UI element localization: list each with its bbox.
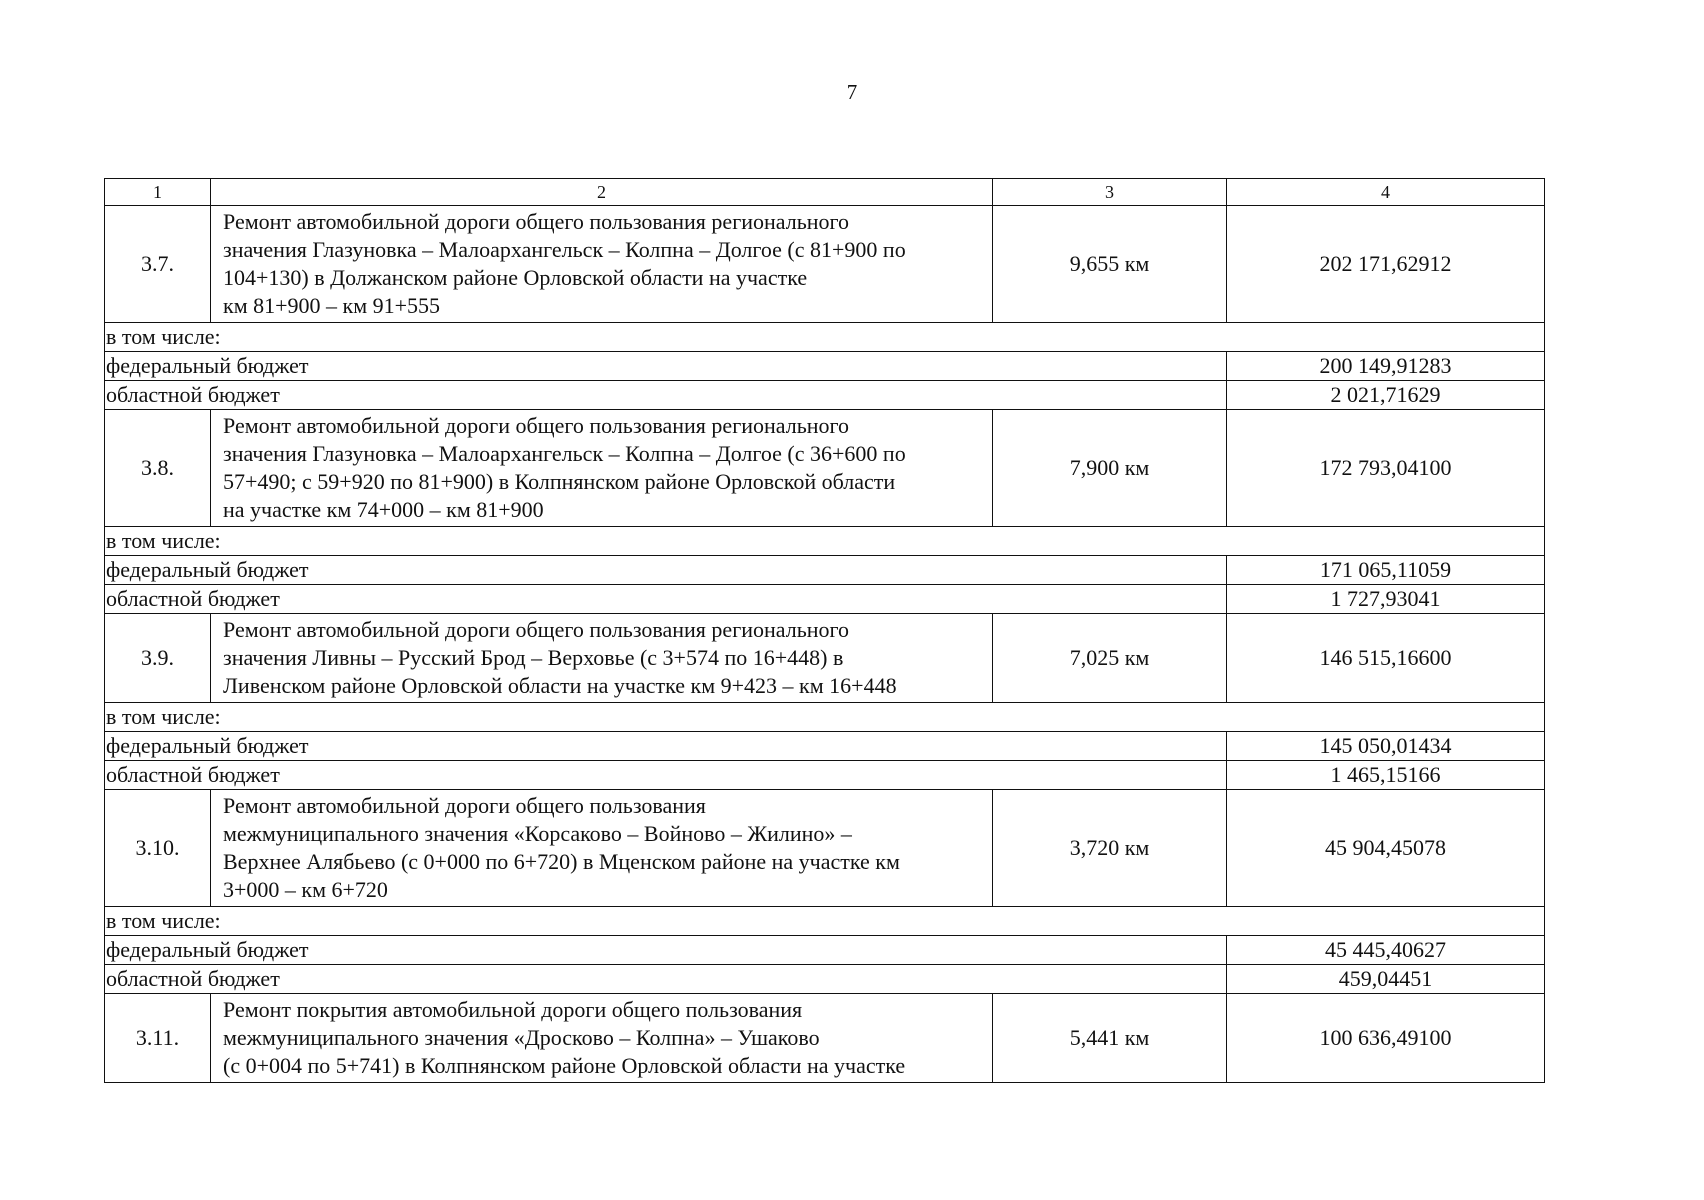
description-line: км 81+900 – км 91+555 — [223, 293, 441, 318]
including-row — [105, 703, 1545, 732]
federal-budget-row — [105, 352, 1545, 381]
regional-budget-amount: 2 021,71629 — [1227, 381, 1545, 410]
description-line: (с 0+004 по 5+741) в Колпнянском районе Орловской области на участке — [223, 1053, 906, 1078]
including-row — [105, 323, 1545, 352]
federal-budget-amount: 45 445,40627 — [1227, 936, 1545, 965]
federal-budget-row — [105, 556, 1545, 585]
federal-budget-label: федеральный бюджет — [105, 556, 1227, 585]
description-line: Ремонт автомобильной дороги общего пользования регионального — [223, 209, 849, 234]
item-description — [211, 994, 993, 1083]
item-number: 3.11. — [105, 994, 211, 1083]
federal-budget-amount: 171 065,11059 — [1227, 556, 1545, 585]
item-length: 9,655 км — [993, 206, 1227, 323]
regional-budget-row — [105, 965, 1545, 994]
description-line: Ремонт автомобильной дороги общего пользования регионального — [223, 413, 849, 438]
including-label: в том числе: — [105, 323, 1545, 352]
federal-budget-amount: 200 149,91283 — [1227, 352, 1545, 381]
item-number: 3.10. — [105, 790, 211, 907]
item-amount: 45 904,45078 — [1227, 790, 1545, 907]
including-row — [105, 907, 1545, 936]
item-amount: 172 793,04100 — [1227, 410, 1545, 527]
federal-budget-label: федеральный бюджет — [105, 732, 1227, 761]
table-row — [105, 994, 1545, 1083]
federal-budget-label: федеральный бюджет — [105, 352, 1227, 381]
including-row — [105, 527, 1545, 556]
regional-budget-amount: 1 727,93041 — [1227, 585, 1545, 614]
item-amount: 100 636,49100 — [1227, 994, 1545, 1083]
regional-budget-row — [105, 381, 1545, 410]
table-row — [105, 410, 1545, 527]
description-line: Ремонт автомобильной дороги общего пользования — [223, 793, 706, 818]
item-amount: 202 171,62912 — [1227, 206, 1545, 323]
federal-budget-row — [105, 936, 1545, 965]
item-length: 5,441 км — [993, 994, 1227, 1083]
description-line: межмуниципального значения «Дросково – Колпна» – Ушаково — [223, 1025, 820, 1050]
item-description — [211, 410, 993, 527]
item-description — [211, 206, 993, 323]
description-line: на участке км 74+000 – км 81+900 — [223, 497, 544, 522]
road-repair-table — [104, 178, 1545, 1083]
header-cell-4: 4 — [1227, 179, 1545, 206]
table-row — [105, 206, 1545, 323]
regional-budget-label: областной бюджет — [105, 585, 1227, 614]
including-label: в том числе: — [105, 703, 1545, 732]
item-length: 3,720 км — [993, 790, 1227, 907]
table-row — [105, 614, 1545, 703]
item-length: 7,025 км — [993, 614, 1227, 703]
regional-budget-label: областной бюджет — [105, 965, 1227, 994]
description-line: значения Глазуновка – Малоархангельск – Колпна – Долгое (с 81+900 по — [223, 237, 906, 262]
table-row — [105, 790, 1545, 907]
header-row — [105, 179, 1545, 206]
federal-budget-row — [105, 732, 1545, 761]
item-number: 3.8. — [105, 410, 211, 527]
regional-budget-row — [105, 585, 1545, 614]
item-description — [211, 614, 993, 703]
description-line: значения Ливны – Русский Брод – Верховье (с 3+574 по 16+448) в — [223, 645, 844, 670]
description-line: 104+130) в Должанском районе Орловской области на участке — [223, 265, 808, 290]
regional-budget-amount: 459,04451 — [1227, 965, 1545, 994]
including-label: в том числе: — [105, 527, 1545, 556]
description-line: Ремонт покрытия автомобильной дороги общего пользования — [223, 997, 803, 1022]
regional-budget-label: областной бюджет — [105, 761, 1227, 790]
regional-budget-row — [105, 761, 1545, 790]
header-cell-1: 1 — [105, 179, 211, 206]
regional-budget-amount: 1 465,15166 — [1227, 761, 1545, 790]
description-line: Ливенском районе Орловской области на участке км 9+423 – км 16+448 — [223, 673, 897, 698]
header-cell-3: 3 — [993, 179, 1227, 206]
item-length: 7,900 км — [993, 410, 1227, 527]
description-line: 57+490; с 59+920 по 81+900) в Колпнянском районе Орловской области — [223, 469, 896, 494]
item-amount: 146 515,16600 — [1227, 614, 1545, 703]
item-number: 3.7. — [105, 206, 211, 323]
description-line: значения Глазуновка – Малоархангельск – Колпна – Долгое (с 36+600 по — [223, 441, 906, 466]
regional-budget-label: областной бюджет — [105, 381, 1227, 410]
including-label: в том числе: — [105, 907, 1545, 936]
description-line: межмуниципального значения «Корсаково – Войново – Жилино» – — [223, 821, 852, 846]
page-number: 7 — [846, 80, 858, 104]
description-line: Ремонт автомобильной дороги общего пользования регионального — [223, 617, 849, 642]
description-line: Верхнее Алябьево (с 0+000 по 6+720) в Мценском районе на участке км — [223, 849, 900, 874]
item-number: 3.9. — [105, 614, 211, 703]
item-description — [211, 790, 993, 907]
header-cell-2: 2 — [211, 179, 993, 206]
description-line: 3+000 – км 6+720 — [223, 877, 388, 902]
federal-budget-label: федеральный бюджет — [105, 936, 1227, 965]
federal-budget-amount: 145 050,01434 — [1227, 732, 1545, 761]
